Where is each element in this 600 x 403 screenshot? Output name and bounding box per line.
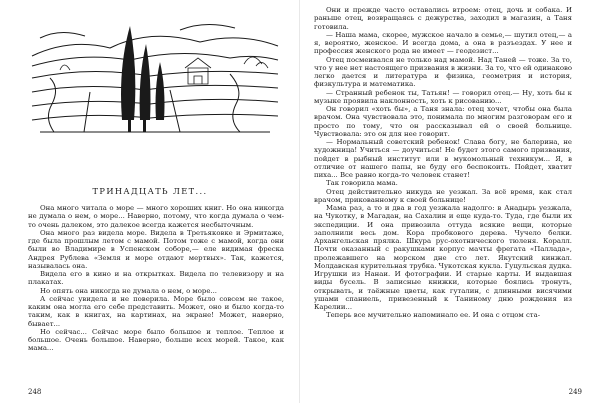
paragraph: — Странный ребенок ты, Татьян! — говорил отец.— Ну, хоть бы к музыке проявила наклонность, хоть к рисованию... bbox=[314, 88, 572, 105]
paragraph: Мама раз, а то и два в год уезжала надолго: в Анадырь уезжала, на Чукотку, в Магадан, на Сахалин и еще куда-то. Туда, где были их экспедиции. И она привозила оттуда всякие вещи, которые заполнили весь дом. Кора пробкового дерева. Чучело белки. Архангельская прялка. Шкура рус-охотнического тюленя. Коралл. Почти оказанный с ракушками корпус мачты фрегата «Паллада», пролежавшего на морском дне сто лет. Якутский кинжал. Молдавская курительная трубка. Чукотская кукла. Гуцульская дудка. Игрушки из Нанаи. И фотографии. И старые карты. И выдавшая виды бусель. В записные книжки, которые боялись тронуть, открывать, и таёжные цветы, как гуталин, с длинными висячими ушами спаниель, привезенный к Таниному дню рождения из Карелии... bbox=[314, 204, 572, 311]
paragraph: Отец посмеивался не только над мамой. Над Таней — тоже. За то, что у нее нет настоящего призвания в жизни. За то, что ей одинаково легко дается и литература и физика, геометрия и история, физкультура и математика. bbox=[314, 55, 572, 89]
paragraph: Видела его в кино и на открытках. Видела по телевизору и на плакатах. bbox=[28, 270, 284, 287]
paragraph: — Наша мама, скорее, мужское начало в семье,— шутил отец,— а я, вероятно, женское. И всегда дома, а она в разъездах. У нее и профессия женского рода не имеет — геодезист... bbox=[314, 30, 572, 56]
landscape-illustration bbox=[30, 8, 280, 138]
paragraph: — Нормальный советский ребенок! Слава богу, не балерина, не художница! Учиться — доучиться! Не будет этого самого призвания, пойдет в рыбный институт или в мукомольный техникум... Я, в отличие от нашего папы, не буду его беспокоить. Пойдет, хватит пиха... Все равно когда-то человек станет! bbox=[314, 138, 572, 179]
right-page bbox=[300, 0, 600, 403]
paragraph: Она много раз видела море. Видела в Третьяковке и Эрмитаже, где была прошлым летом с мамой. Потом тоже с мамой, когда они были во Владимире в Успенском соборе,— еле видимая фреска Андрея Рублева «Земля и море отдают мертвых». Так, кажется, называлась она. bbox=[28, 228, 284, 270]
paragraph: Теперь все мучительно напоминало ее. И она с отцом ста- bbox=[326, 311, 541, 320]
chapter-title: ТРИНАДЦАТЬ ЛЕТ... bbox=[92, 186, 208, 196]
paragraph: Он говорил «хоть бы», а Таня знала: отец хочет, чтобы она была врачом. Она чувствовала это, понимала по многим разговорам его и просто по тому, что он рассказывал ей о своей больнице. Чувствовала: это он для нее говорит. bbox=[314, 105, 572, 138]
paragraph: Они и прежде часто оставались втроем: отец, дочь и собака. И раньше отец, возвращаясь с дежурства, заходил в магазин, а Таня готовила. bbox=[314, 6, 572, 31]
paragraph: А сейчас увидела и не поверила. Море было совсем не такое, каким она могла его себе представить. Может, оно и было когда-то таким, как в книгах, на картинах, на экране! Может, наверно, бывает... bbox=[28, 294, 284, 328]
paragraph: Так говорила мама. bbox=[326, 179, 398, 188]
left-body-text bbox=[28, 204, 284, 353]
page-number-left: 248 bbox=[28, 388, 42, 396]
right-body-text bbox=[314, 6, 572, 320]
paragraph: Она много читала о море — много хороших книг. Но она никогда не думала о нем, о море... Наверно, потому, что когда думала о чем-то очень далеком, это далекое всегда кажется несбыточным. bbox=[28, 204, 284, 229]
paragraph: Но сейчас... Сейчас море было большое и теплое. Теплое и большое. Очень большое. Наверно, больше всех морей. Такое, как мама... bbox=[28, 327, 284, 353]
paragraph: Но опять она никогда не думала о нем, о море... bbox=[40, 286, 217, 295]
page-number-right: 249 bbox=[568, 388, 582, 396]
paragraph: Отец действительно никуда не уезжал. За всё время, как стал врачом, прикованному к своей больнице! bbox=[314, 187, 572, 204]
